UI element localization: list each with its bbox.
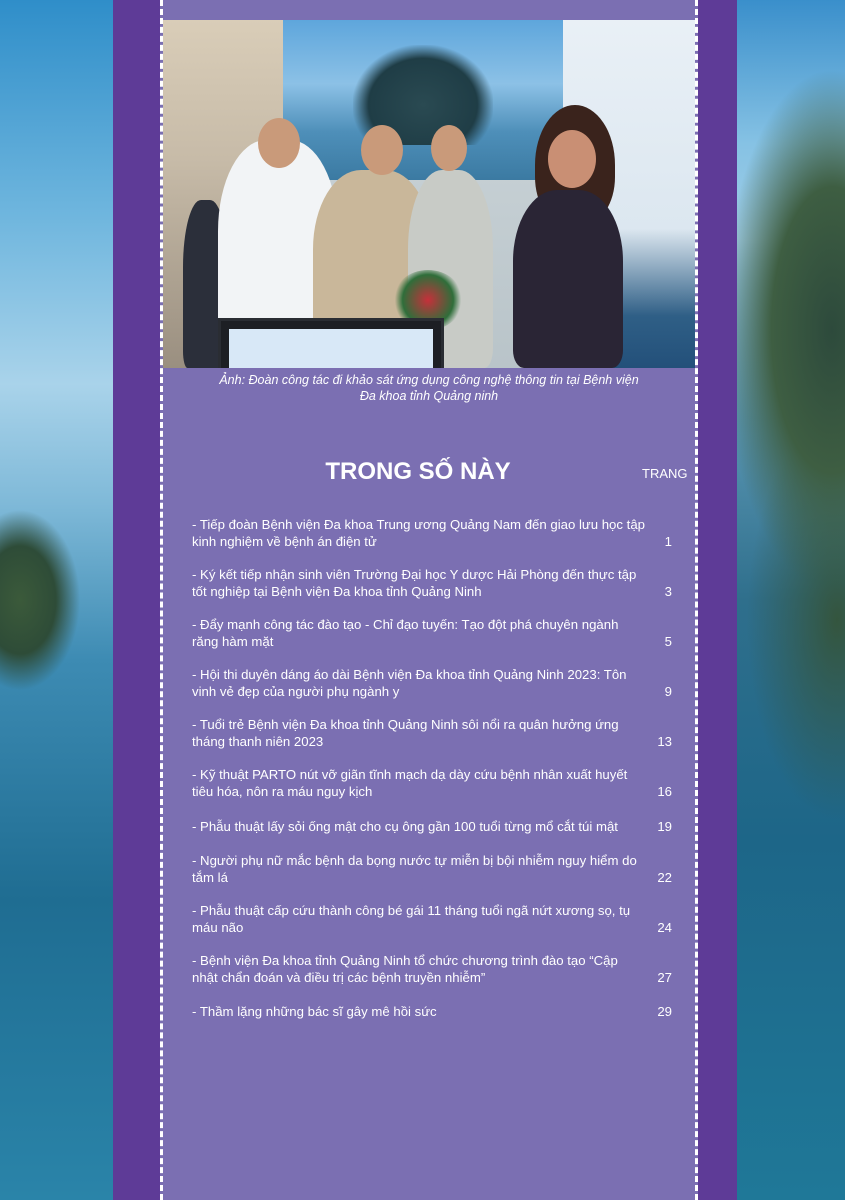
toc-item-title: - Tiếp đoàn Bệnh viện Đa khoa Trung ương Quảng Nam đến giao lưu học tập kinh nghiệm về bệnh án điện tử bbox=[192, 517, 645, 549]
toc-item-page: 24 bbox=[657, 919, 672, 935]
toc-item-title: - Đẩy mạnh công tác đào tạo - Chỉ đạo tuyến: Tạo đột phá chuyên ngành răng hàm mặt bbox=[192, 617, 619, 649]
toc-item[interactable] bbox=[192, 767, 682, 800]
toc-item-page: 9 bbox=[664, 683, 672, 699]
toc-item-title: - Ký kết tiếp nhận sinh viên Trường Đại học Y dược Hải Phòng đến thực tập tốt nghiệp tại Bệnh viện Đa khoa tỉnh Quảng Ninh bbox=[192, 567, 637, 599]
toc-item-page: 27 bbox=[657, 969, 672, 985]
toc-item-title: - Bệnh viện Đa khoa tỉnh Quảng Ninh tổ chức chương trình đào tạo “Cập nhật chẩn đoán và điều trị các bệnh truyền nhiễm” bbox=[192, 953, 618, 985]
toc-item-page: 29 bbox=[657, 1004, 672, 1019]
toc-item-title: - Phẫu thuật cấp cứu thành công bé gái 11 tháng tuổi ngã nứt xương sọ, tụ máu não bbox=[192, 903, 631, 935]
background-scenery-left bbox=[0, 0, 113, 1200]
toc-item-page: 19 bbox=[657, 819, 672, 834]
toc-item[interactable] bbox=[192, 819, 682, 836]
photo-caption bbox=[163, 372, 695, 404]
photo-head bbox=[431, 125, 467, 171]
photo-head bbox=[258, 118, 300, 168]
toc-item[interactable] bbox=[192, 903, 682, 936]
toc-item[interactable] bbox=[192, 717, 682, 750]
toc-item-page: 13 bbox=[657, 733, 672, 749]
toc-title: TRONG SỐ NÀY bbox=[325, 458, 511, 485]
toc-page-header: TRANG bbox=[642, 466, 688, 481]
toc-item-title: - Tuổi trẻ Bệnh viện Đa khoa tỉnh Quảng Ninh sôi nổi ra quân hưởng ứng tháng thanh niên 2023 bbox=[192, 717, 619, 749]
photo-head bbox=[548, 130, 596, 188]
toc-item-title: - Hội thi duyên dáng áo dài Bệnh viện Đa khoa tỉnh Quảng Ninh 2023: Tôn vinh vẻ đẹp của người phụ ngành y bbox=[192, 667, 627, 699]
toc-item[interactable] bbox=[192, 517, 682, 550]
photo-person bbox=[513, 190, 623, 368]
caption-line-1: Ảnh: Đoàn công tác đi khảo sát ứng dụng công nghệ thông tin tại Bệnh viện bbox=[219, 373, 639, 387]
toc-item[interactable] bbox=[192, 953, 682, 986]
toc-item-page: 5 bbox=[664, 633, 672, 649]
photo-monitor bbox=[218, 318, 444, 368]
background-scenery-right bbox=[737, 0, 845, 1200]
toc-item[interactable] bbox=[192, 617, 682, 650]
toc-item[interactable] bbox=[192, 567, 682, 600]
photo-head bbox=[361, 125, 403, 175]
toc-item-page: 16 bbox=[657, 783, 672, 799]
toc-item-page: 22 bbox=[657, 869, 672, 885]
toc-item-title: - Người phụ nữ mắc bệnh da bọng nước tự miễn bị bội nhiễm nguy hiểm do tắm lá bbox=[192, 853, 637, 885]
toc-item-title: - Thầm lặng những bác sĩ gây mê hồi sức bbox=[192, 1004, 437, 1019]
toc-item-page: 3 bbox=[664, 583, 672, 599]
toc-item[interactable] bbox=[192, 853, 682, 886]
toc-item-title: - Kỹ thuật PARTO nút vỡ giãn tĩnh mạch dạ dày cứu bệnh nhân xuất huyết tiêu hóa, nôn ra máu nguy kịch bbox=[192, 767, 628, 799]
cover-photo bbox=[163, 20, 695, 368]
toc-item-page: 1 bbox=[664, 533, 672, 549]
toc-item-title: - Phẫu thuật lấy sỏi ống mật cho cụ ông gần 100 tuổi từng mổ cắt túi mật bbox=[192, 819, 618, 834]
dashed-border-right bbox=[695, 0, 698, 1200]
caption-line-2: Đa khoa tỉnh Quảng ninh bbox=[359, 389, 499, 403]
toc-item[interactable] bbox=[192, 667, 682, 700]
toc-item[interactable] bbox=[192, 1004, 682, 1021]
